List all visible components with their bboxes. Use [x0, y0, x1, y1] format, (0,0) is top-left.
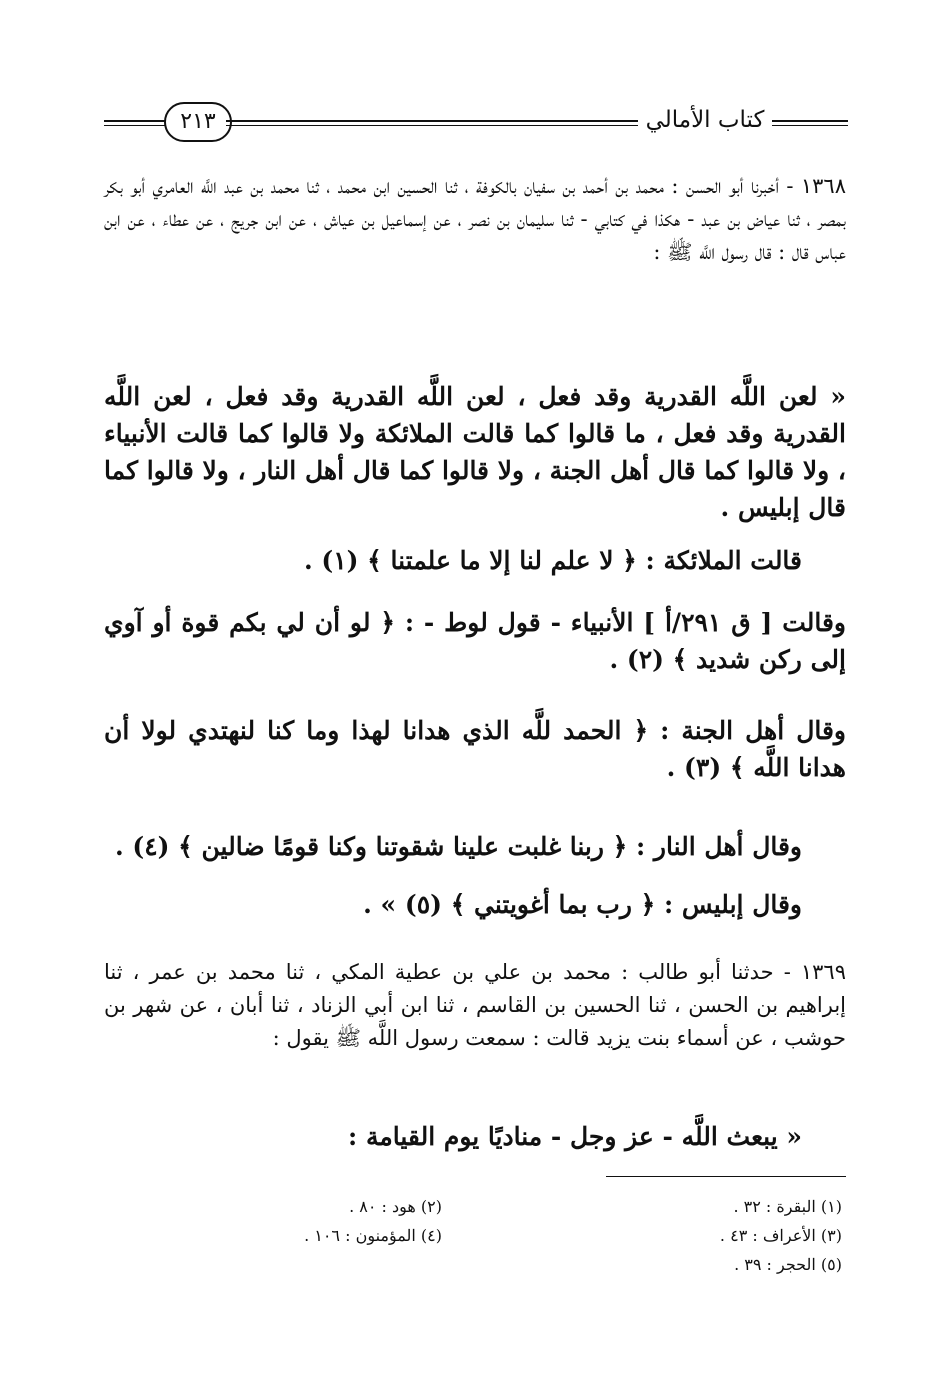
header-rule-right	[772, 120, 848, 126]
footnote-4: (٤) المؤمنون : ١٠٦ .	[304, 1226, 442, 1245]
header-rule-middle	[226, 120, 638, 126]
people-of-hell-saying: وقال أهل النار : ﴿ ربنا غلبت علينا شقوتنا وكنا قومًا ضالين ﴾ (٤) .	[114, 832, 802, 861]
angels-saying: قالت الملائكة : ﴿ لا علم لنا إلا ما علمتنا ﴾ (١) .	[303, 546, 802, 575]
hadith-1368-isnad: ١٣٦٨ - أخبرنا أبو الحسن : محمد بن أحمد بن سفيان بالكوفة ، ثنا الحسين ابن محمد ، ثنا محمد بن عبد اللَّه العامري أبو بكر بمصر ، ثنا عياض بن عبد - هكذا في كتابي - ثنا سليمان بن نصر ، عن إسماعيل بن عياش ، عن ابن جريج ، عن عطاء ، عن ابن عباس قال : قال رسول اللَّه ﷺ :	[104, 174, 846, 264]
hadith-1369-isnad: ١٣٦٩ - حدثنا أبو طالب : محمد بن علي بن عطية المكي ، ثنا محمد بن عمر ، ثنا إبراهيم بن الحسن ، ثنا الحسين بن القاسم ، ثنا ابن أبي الزناد ، ثنا أبان ، عن شهر بن حوشب ، عن أسماء بنت يزيد قالت : سمعت رسول اللَّه ﷺ يقول :	[104, 960, 846, 1050]
iblis-saying: وقال إبليس : ﴿ رب بما أغويتني ﴾ (٥) » .	[363, 890, 802, 919]
footnote-2: (٢) هود : ٨٠ .	[349, 1197, 442, 1216]
footnote-1: (١) البقرة : ٣٢ .	[733, 1197, 842, 1216]
footnote-3: (٣) الأعراف : ٤٣ .	[719, 1226, 842, 1245]
hadith-1369-matn: « يبعث اللَّه - عز وجل - مناديًا يوم القيامة :	[348, 1122, 802, 1151]
running-title: كتاب الأمالي	[645, 107, 765, 133]
page-number: ٢١٣	[164, 102, 232, 142]
prophets-saying: وقالت [ ق ٢٩١/أ ] الأنبياء - قول لوط - : ﴿ لو أن لي بكم قوة أو آوي إلى ركن شديد ﴾ (٢) .	[104, 608, 846, 674]
people-of-paradise-saying: وقال أهل الجنة : ﴿ الحمد للَّه الذي هدانا لهذا وما كنا لنهتدي لولا أن هدانا اللَّه ﴾ (٣) .	[104, 716, 846, 782]
hadith-1368-matn: « لعن اللَّه القدرية وقد فعل ، لعن اللَّه القدرية وقد فعل ، لعن اللَّه القدرية وقد فعل ، ما قالوا كما قالت الملائكة ولا قالوا كما قالت الأنبياء ، ولا قالوا كما قال أهل الجنة ، ولا قالوا كما قال أهل النار ، ولا قالوا كما قال إبليس .	[104, 382, 846, 522]
footnote-separator	[606, 1176, 846, 1177]
page-header	[104, 96, 848, 146]
footnote-5: (٥) الحجر : ٣٩ .	[734, 1255, 842, 1274]
header-rule-left	[104, 120, 166, 126]
